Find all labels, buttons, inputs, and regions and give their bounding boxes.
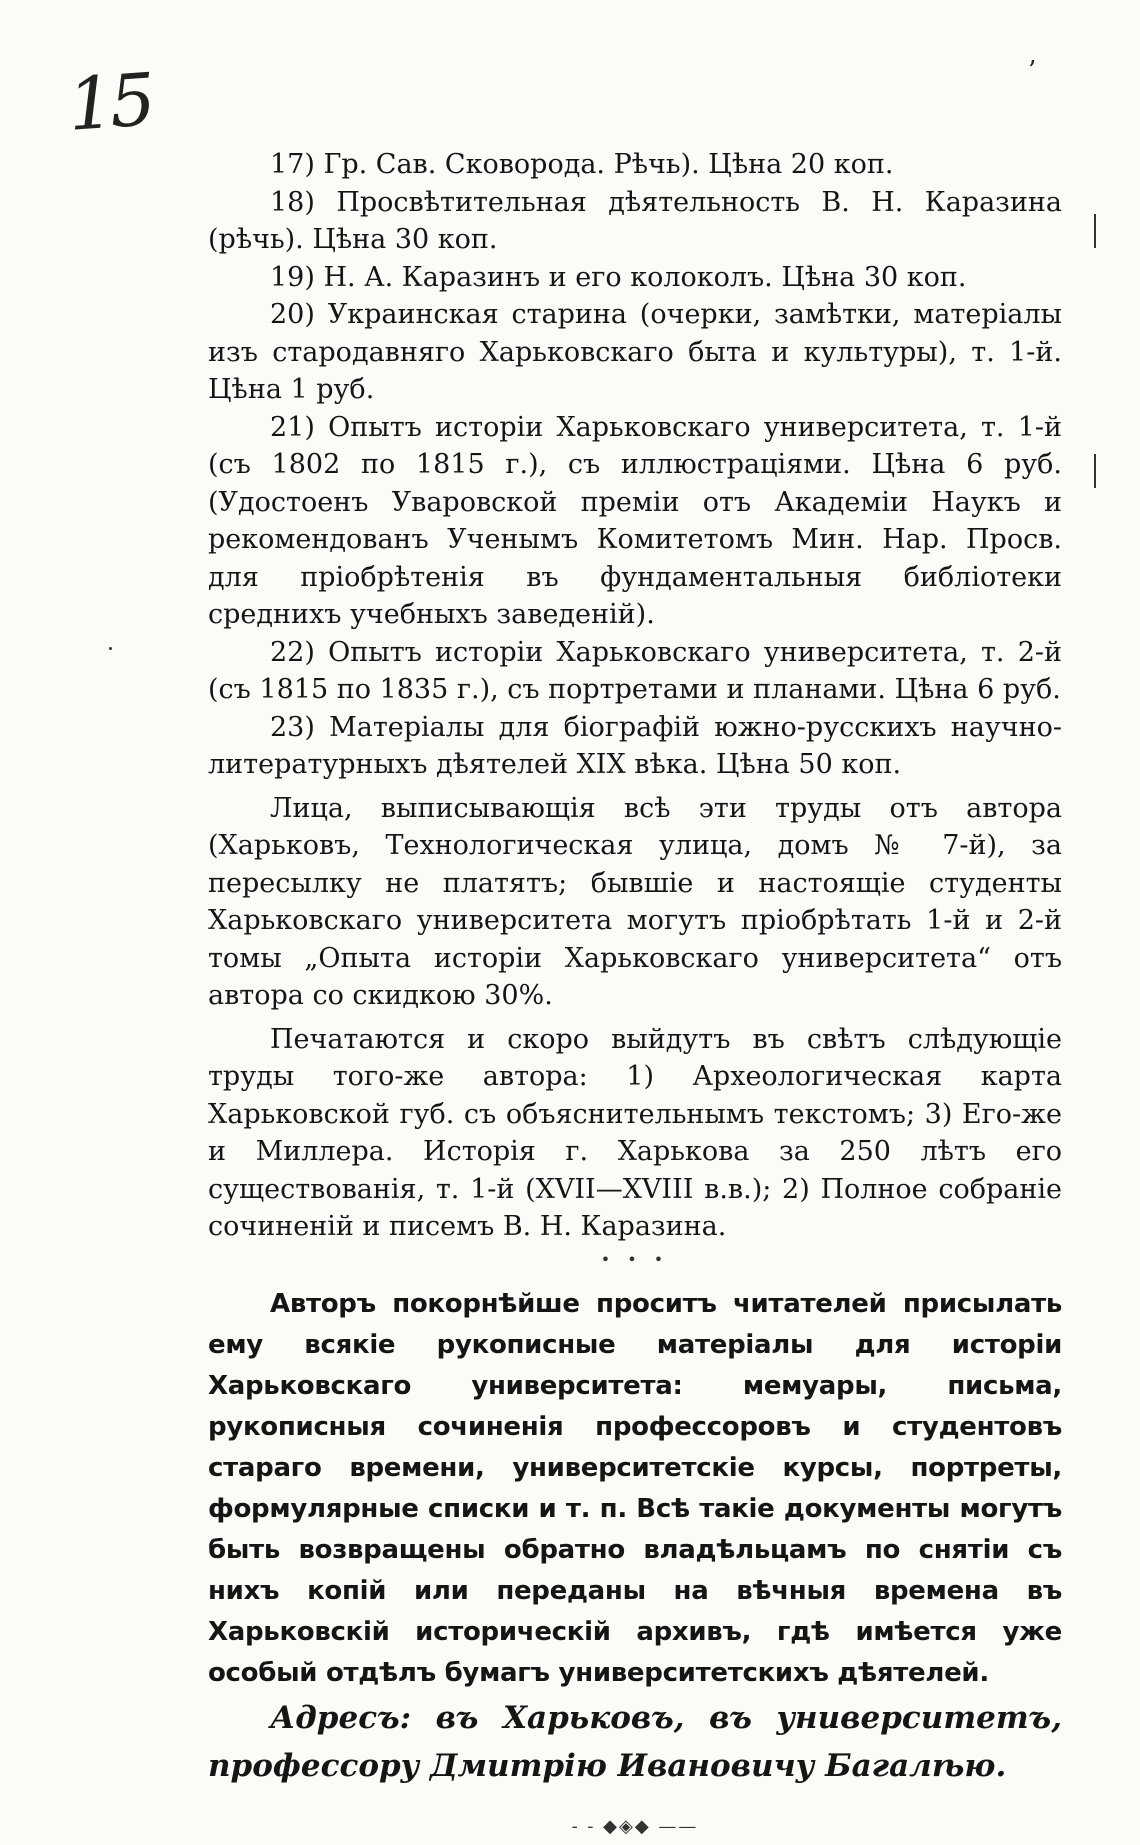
end-ornament: - - ◆◈◆ —— <box>208 1808 1062 1845</box>
section-separator: • • • <box>208 1250 1062 1270</box>
ordering-note: Лица, выписывающія всѣ эти труды отъ автора (Харьковъ, Технологическая улица, домъ № 7-й), за пересылку не платятъ; бывшіе и настоящіе студенты Харьковскаго университета могутъ пріобрѣтать 1-й и 2-й томы „Опыта исторіи Харьковскаго университета“ отъ автора со скидкою 30%. <box>208 790 1062 1015</box>
corner-mark: ’ <box>1028 56 1036 86</box>
scan-speck <box>109 647 112 650</box>
scan-speck <box>1094 454 1096 488</box>
author-appeal: Авторъ покорнѣйше проситъ читателей присылать ему всякіе рукописные матеріалы для исторіи Харьковскаго университета: мемуары, письма, рукописныя сочиненія профессоровъ и студентовъ стараго времени, университетскіе курсы, портреты, формулярные списки и т. п. Всѣ такіе документы могутъ быть возвращены обратно владѣльцамъ по снятіи съ нихъ копій или переданы на вѣчныя времена въ Харьковскій историческій архивъ, гдѣ имѣется уже особый отдѣлъ бумагъ университетскихъ дѣятелей. <box>208 1284 1062 1694</box>
handwritten-page-number: 15 <box>65 57 154 147</box>
list-item: 20) Украинская старина (очерки, замѣтки, матеріалы изъ стародавняго Харьковскаго быта и культуры), т. 1-й. Цѣна 1 руб. <box>208 296 1062 409</box>
address-line: Адресъ: въ Харьковъ, въ университетъ, профессору Дмитрію Ивановичу Багалѣю. <box>208 1694 1062 1790</box>
scan-speck <box>1094 214 1096 248</box>
forthcoming-works: Печатаются и скоро выйдутъ въ свѣтъ слѣдующіе труды того-же автора: 1) Археологическая карта Харьковской губ. съ объяснительнымъ текстомъ; 3) Его-же и Миллера. Исторія г. Харькова за 250 лѣтъ его существованія, т. 1-й (XVII—XVIII в.в.); 2) Полное собраніе сочиненій и писемъ В. Н. Каразина. <box>208 1021 1062 1246</box>
list-item: 19) Н. А. Каразинъ и его колоколъ. Цѣна 30 коп. <box>208 259 1062 297</box>
list-item: 23) Матеріалы для біографій южно-русскихъ научно-литературныхъ дѣятелей XIX вѣка. Цѣна 50 коп. <box>208 709 1062 784</box>
page-content <box>208 146 1062 1845</box>
list-item: 17) Гр. Сав. Сковорода. Рѣчь). Цѣна 20 коп. <box>208 146 1062 184</box>
list-item: 22) Опытъ исторіи Харьковскаго университета, т. 2-й (съ 1815 по 1835 г.), съ портретами и планами. Цѣна 6 руб. <box>208 634 1062 709</box>
list-item: 21) Опытъ исторіи Харьковскаго университета, т. 1-й (съ 1802 по 1815 г.), съ иллюстраціями. Цѣна 6 руб. (Удостоенъ Уваровской преміи отъ Академіи Наукъ и рекомендованъ Ученымъ Комитетомъ Мин. Нар. Просв. для пріобрѣтенія въ фундаментальныя библіотеки среднихъ учебныхъ заведеній). <box>208 409 1062 634</box>
list-item: 18) Просвѣтительная дѣятельность В. Н. Каразина (рѣчь). Цѣна 30 коп. <box>208 184 1062 259</box>
